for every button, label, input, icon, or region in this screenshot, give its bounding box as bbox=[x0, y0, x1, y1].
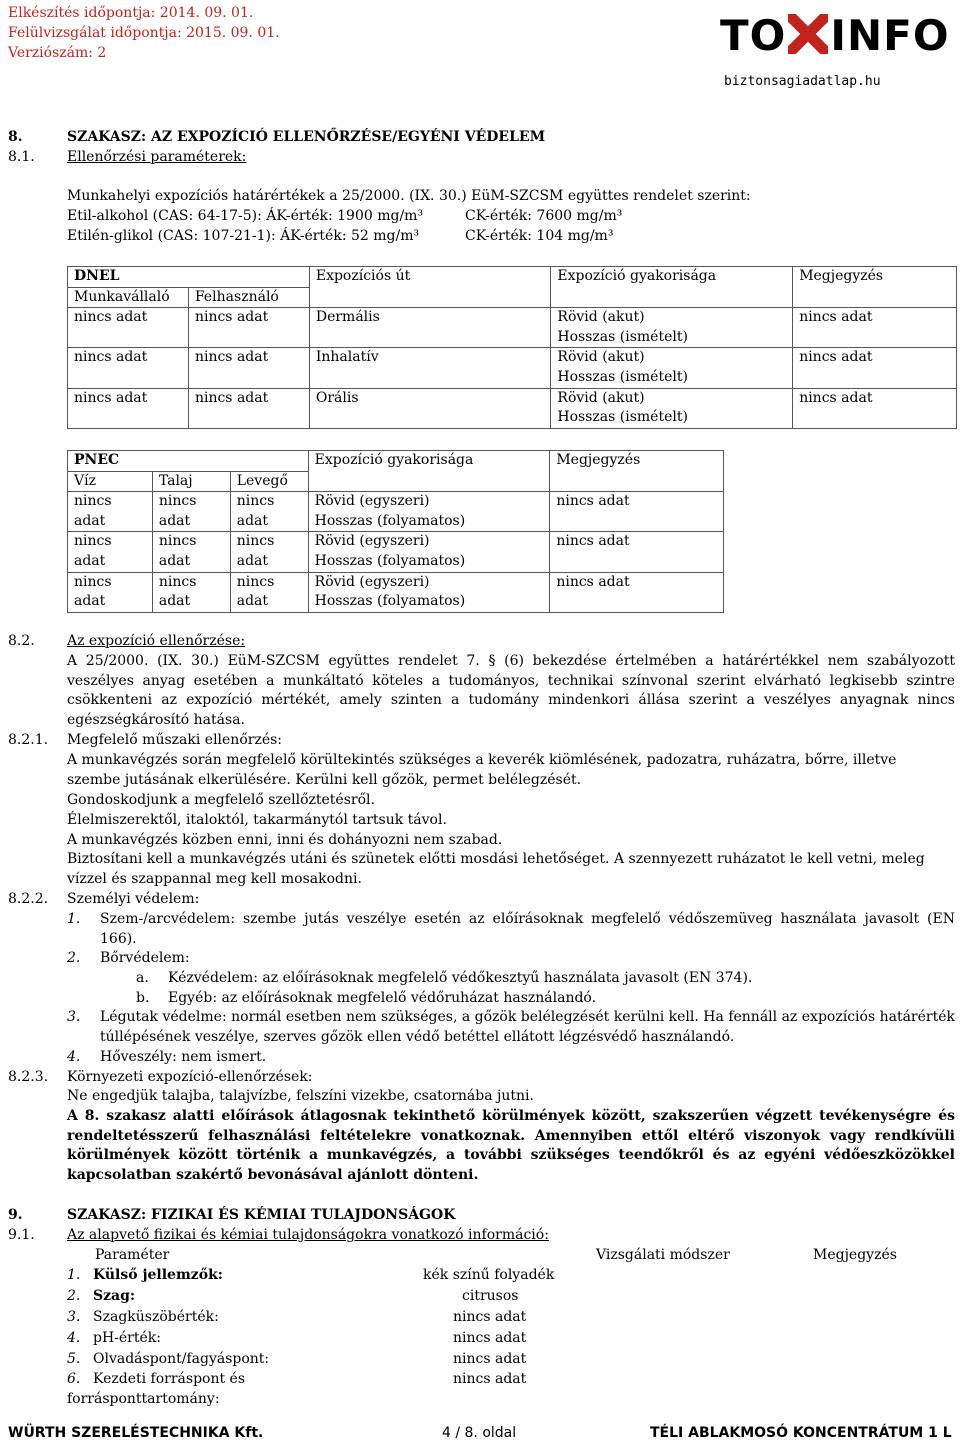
s821-p2: Gondoskodjunk a megfelelő szellőztetésről. bbox=[67, 792, 375, 808]
pnec-cell bbox=[68, 572, 153, 612]
pnec-value: nincs bbox=[236, 573, 275, 590]
prop-label: Külső jellemzők: bbox=[93, 1267, 223, 1283]
pnec-freq-cell bbox=[308, 492, 550, 532]
s82-num: 8.2. bbox=[8, 633, 35, 649]
prop-value: nincs adat bbox=[453, 1330, 527, 1346]
prop-label-cont: forrásponttartomány: bbox=[67, 1391, 220, 1407]
s822-i2b: Egyéb: az előírásoknak megfelelő védőruházat használandó. bbox=[168, 990, 597, 1006]
s821-p1: A munkavégzés során megfelelő körültekintés szükséges a keverék kiömlésének, padozatra, ruházatra, bőrre, illetve szembe jutásának elkerülésére. Kerülni kell gőzök, permet belélegzését. bbox=[67, 752, 897, 788]
pnec-note: nincs adat bbox=[550, 572, 724, 612]
s822-i2b-num: b. bbox=[136, 990, 150, 1006]
table-row bbox=[68, 492, 724, 532]
s821-p3: Élelmiszerektől, italoktól, takarmánytól tartsuk távol. bbox=[67, 812, 447, 828]
prop-label: Kezdeti forráspont és bbox=[93, 1371, 246, 1387]
dnel-route-header: Expozíciós út bbox=[309, 267, 551, 308]
dnel-freq-cell bbox=[551, 388, 793, 428]
s822-i2a: Kézvédelem: az előírásoknak megfelelő védőkesztyű használata javasolt (EN 374). bbox=[168, 970, 753, 986]
s82-text: A 25/2000. (IX. 30.) EüM-SZCSM együttes rendelet 7. § (6) bekezdése értelmében a határértékkel nem szabályozott veszélyes anyag esetében a munkáltató köteles a tudományos, technikai színvonal szerint elvárható legkisebb szintre csökkenteni az expozíció mértékét, amely szinten a tudomány mindenkori állása szerint a veszélyes anyagnak nincs egészségkárosító hatása. bbox=[67, 653, 955, 728]
limit-glycol: Etilén-glikol (CAS: 107-21-1): ÁK-érték: 52 mg/m³ bbox=[67, 228, 420, 244]
prop-value: nincs adat bbox=[453, 1371, 527, 1387]
pnec-cell bbox=[230, 572, 308, 612]
prop-num: 5. bbox=[67, 1351, 81, 1367]
pnec-freq-short: Rövid (egyszeri) bbox=[314, 493, 430, 510]
pnec-value: adat bbox=[158, 593, 191, 610]
pnec-freq-long: Hosszas (folyamatos) bbox=[314, 552, 466, 569]
s822-i3: Légutak védelme: normál esetben nem szükséges, a gőzök belélegzését kerülni kell. Ha fennáll az expozíciós határérték túllépésének veszélye, szerves gőzök ellen védő betéttel ellátott légzésvédő használandó. bbox=[100, 1009, 955, 1045]
pnec-cell bbox=[68, 532, 153, 572]
pnec-cell bbox=[152, 532, 230, 572]
prop-num: 6. bbox=[67, 1371, 81, 1387]
pnec-cell bbox=[230, 532, 308, 572]
s822-num: 8.2.2. bbox=[8, 891, 49, 907]
pnec-value: nincs bbox=[158, 493, 197, 510]
table-row bbox=[68, 388, 957, 428]
pnec-value: nincs bbox=[158, 533, 197, 550]
pnec-value: nincs bbox=[158, 573, 197, 590]
prop-num: 1. bbox=[67, 1267, 81, 1283]
pnec-freq-short: Rövid (egyszeri) bbox=[314, 573, 430, 590]
pnec-cell bbox=[230, 492, 308, 532]
pnec-freq-long: Hosszas (folyamatos) bbox=[314, 512, 466, 529]
s822-i1-num: 1. bbox=[67, 911, 81, 927]
dnel-header: DNEL bbox=[68, 267, 310, 288]
dnel-freq-short: Rövid (akut) bbox=[557, 309, 645, 326]
pnec-note: nincs adat bbox=[550, 492, 724, 532]
pnec-header: PNEC bbox=[68, 451, 309, 472]
dnel-cell: nincs adat bbox=[793, 388, 957, 428]
s81-title: Ellenőrzési paraméterek: bbox=[67, 149, 247, 165]
pnec-freq-cell bbox=[308, 532, 550, 572]
pnec-value: adat bbox=[158, 512, 191, 529]
s8-num: 8. bbox=[8, 129, 23, 145]
table-row bbox=[68, 348, 957, 388]
s821-num: 8.2.1. bbox=[8, 732, 49, 748]
logo-site: biztonsagiadatlap.hu bbox=[724, 74, 881, 89]
dnel-cell: nincs adat bbox=[68, 388, 189, 428]
s9-title: SZAKASZ: FIZIKAI ÉS KÉMIAI TULAJDONSÁGOK bbox=[67, 1207, 456, 1223]
s822-i4: Hőveszély: nem ismert. bbox=[100, 1049, 267, 1065]
dnel-cell: nincs adat bbox=[188, 348, 309, 388]
pnec-cell bbox=[68, 492, 153, 532]
limit-ethanol-ck: CK-érték: 7600 mg/m³ bbox=[465, 208, 623, 224]
dnel-freq-cell bbox=[551, 348, 793, 388]
dnel-freq-short: Rövid (akut) bbox=[557, 389, 645, 406]
s821-title: Megfelelő műszaki ellenőrzés: bbox=[67, 732, 283, 748]
s823-note: A 8. szakasz alatti előírások átlagosnak tekinthető körülmények között, szakszerűen végzett tevékenységre és rendeltetésszerű felhasználási feltételekre vonatkoznak. Amennyiben ettől eltérő viszonyok vagy rendkívüli körülmények között történik a munkavégzés, a további szükséges teendőkről és az egyéni védőeszközökkel kapcsolatban szakértő bevonásával ajánlott dönteni. bbox=[67, 1108, 955, 1183]
dnel-cell: nincs adat bbox=[793, 308, 957, 348]
review-date: Felülvizsgálat időpontja: 2015. 09. 01. bbox=[8, 25, 280, 41]
method-header: Vizsgálati módszer bbox=[596, 1247, 730, 1263]
limits-intro: Munkahelyi expozíciós határértékek a 25/2000. (IX. 30.) EüM-SZCSM együttes rendelet szerint: bbox=[67, 188, 751, 204]
s822-i1: Szem-/arcvédelem: szembe jutás veszélye esetén az előírásoknak megfelelő védőszemüveg használata javasolt (EN 166). bbox=[100, 911, 955, 947]
pnec-freq-cell bbox=[308, 572, 550, 612]
s81-num: 8.1. bbox=[8, 149, 35, 165]
prop-num: 3. bbox=[67, 1309, 81, 1325]
logo-text-left: TO bbox=[720, 11, 787, 60]
pnec-freq-header: Expozíció gyakorisága bbox=[308, 451, 550, 492]
pnec-value: nincs bbox=[74, 493, 112, 510]
s822-i4-num: 4. bbox=[67, 1049, 81, 1065]
pnec-value: adat bbox=[236, 552, 268, 569]
s823-title: Környezeti expozíció-ellenőrzések: bbox=[67, 1069, 313, 1085]
dnel-user-header: Felhasználó bbox=[188, 287, 309, 308]
pnec-value: adat bbox=[236, 512, 268, 529]
s821-p4: A munkavégzés közben enni, inni és dohányozni nem szabad. bbox=[67, 832, 503, 848]
prop-label: Szag: bbox=[93, 1288, 136, 1304]
pnec-cell bbox=[152, 492, 230, 532]
prop-label: pH-érték: bbox=[93, 1330, 161, 1346]
prop-value: nincs adat bbox=[453, 1309, 527, 1325]
dnel-freq-long: Hosszas (ismételt) bbox=[557, 328, 688, 345]
pnec-table bbox=[67, 450, 724, 613]
pnec-value: nincs bbox=[236, 533, 275, 550]
prop-value: kék színű folyadék bbox=[423, 1267, 555, 1283]
s822-i2: Bőrvédelem: bbox=[100, 950, 190, 966]
s822-i2-num: 2. bbox=[67, 950, 81, 966]
pnec-soil-header: Talaj bbox=[152, 471, 230, 492]
s822-i2a-num: a. bbox=[136, 970, 149, 986]
pnec-value: adat bbox=[74, 552, 106, 569]
footer-product: TÉLI ABLAKMOSÓ KONCENTRÁTUM 1 L bbox=[650, 1425, 952, 1441]
dnel-cell: Inhalatív bbox=[309, 348, 551, 388]
limit-ethanol: Etil-alkohol (CAS: 64-17-5): ÁK-érték: 1900 mg/m³ bbox=[67, 208, 424, 224]
footer-company: WÜRTH SZERELÉSTECHNIKA Kft. bbox=[8, 1425, 264, 1441]
pnec-value: nincs bbox=[74, 573, 112, 590]
version-number: Verziószám: 2 bbox=[8, 45, 107, 61]
toxinfo-logo bbox=[720, 8, 950, 96]
pnec-air-header: Levegő bbox=[230, 471, 308, 492]
s91-title: Az alapvető fizikai és kémiai tulajdonságokra vonatkozó információ: bbox=[67, 1227, 549, 1243]
pnec-value: adat bbox=[236, 593, 268, 610]
prop-value: nincs adat bbox=[453, 1351, 527, 1367]
prop-label: Szagküszöbérték: bbox=[93, 1309, 219, 1325]
param-header: Paraméter bbox=[95, 1247, 170, 1263]
dnel-freq-header: Expozíció gyakorisága bbox=[551, 267, 793, 308]
dnel-cell: nincs adat bbox=[793, 348, 957, 388]
pnec-cell bbox=[152, 572, 230, 612]
dnel-cell: nincs adat bbox=[188, 388, 309, 428]
dnel-cell: nincs adat bbox=[68, 308, 189, 348]
pnec-water-header: Víz bbox=[68, 471, 153, 492]
footer-page: 4 / 8. oldal bbox=[442, 1425, 517, 1441]
s821-p5: Biztosítani kell a munkavégzés utáni és szünetek előtti mosdási lehetőséget. A szennyezett ruházatot le kell vetni, meleg vízzel és szappannal meg kell mosakodni. bbox=[67, 851, 925, 887]
pnec-value: adat bbox=[158, 552, 191, 569]
s82-title: Az expozíció ellenőrzése: bbox=[67, 633, 246, 649]
pnec-freq-short: Rövid (egyszeri) bbox=[314, 533, 430, 550]
s8-title: SZAKASZ: AZ EXPOZÍCIÓ ELLENŐRZÉSE/EGYÉNI VÉDELEM bbox=[67, 129, 546, 145]
table-row bbox=[68, 532, 724, 572]
logo-text-right: INFO bbox=[830, 11, 950, 60]
s91-num: 9.1. bbox=[8, 1227, 35, 1243]
dnel-cell: nincs adat bbox=[188, 308, 309, 348]
dnel-note-header: Megjegyzés bbox=[793, 267, 957, 308]
prop-value: citrusos bbox=[462, 1288, 519, 1304]
dnel-cell: Orális bbox=[309, 388, 551, 428]
dnel-worker-header: Munkavállaló bbox=[68, 287, 189, 308]
pnec-note-header: Megjegyzés bbox=[550, 451, 724, 492]
pnec-value: nincs bbox=[236, 493, 275, 510]
dnel-freq-short: Rövid (akut) bbox=[557, 349, 645, 366]
s822-title: Személyi védelem: bbox=[67, 891, 200, 907]
s823-num: 8.2.3. bbox=[8, 1069, 49, 1085]
pnec-note: nincs adat bbox=[550, 532, 724, 572]
logo-x-icon bbox=[788, 14, 828, 54]
s823-p1: Ne engedjük talajba, talajvízbe, felszíni vizekbe, csatornába jutni. bbox=[67, 1088, 534, 1104]
note-header: Megjegyzés bbox=[813, 1247, 897, 1263]
limit-glycol-ck: CK-érték: 104 mg/m³ bbox=[465, 228, 614, 244]
pnec-value: nincs bbox=[74, 533, 112, 550]
prop-num: 2. bbox=[67, 1288, 81, 1304]
s9-num: 9. bbox=[8, 1207, 23, 1223]
dnel-freq-long: Hosszas (ismételt) bbox=[557, 368, 688, 385]
dnel-table bbox=[67, 266, 957, 429]
dnel-freq-long: Hosszas (ismételt) bbox=[557, 409, 688, 426]
pnec-value: adat bbox=[74, 593, 106, 610]
dnel-cell: Dermális bbox=[309, 308, 551, 348]
s822-i3-num: 3. bbox=[67, 1009, 81, 1025]
prop-label: Olvadáspont/fagyáspont: bbox=[93, 1351, 270, 1367]
dnel-cell: nincs adat bbox=[68, 348, 189, 388]
table-row bbox=[68, 308, 957, 348]
prop-num: 4. bbox=[67, 1330, 81, 1346]
created-date: Elkészítés időpontja: 2014. 09. 01. bbox=[8, 5, 254, 21]
pnec-value: adat bbox=[74, 512, 106, 529]
table-row bbox=[68, 572, 724, 612]
pnec-freq-long: Hosszas (folyamatos) bbox=[314, 593, 466, 610]
dnel-freq-cell bbox=[551, 308, 793, 348]
